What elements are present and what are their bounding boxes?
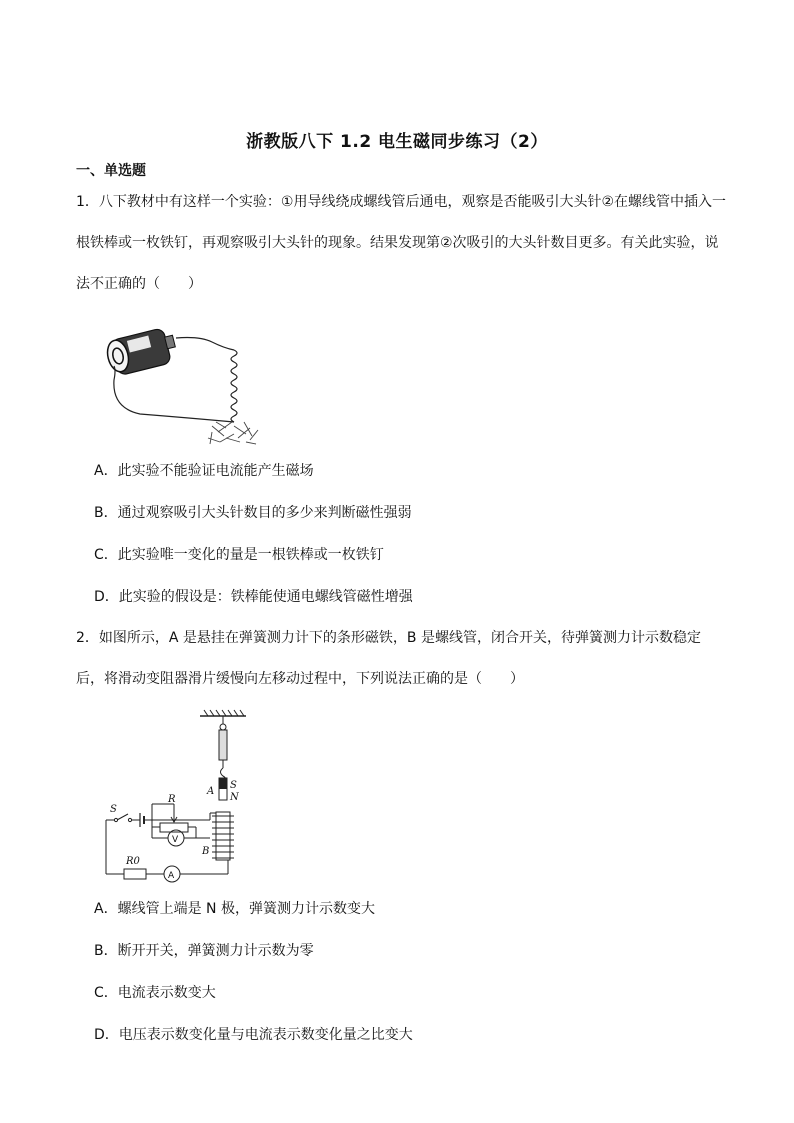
q1-option-c[interactable]: C．此实验唯一变化的量是一根铁棒或一枚铁钉: [94, 547, 384, 563]
label-south: S: [230, 780, 237, 791]
q2-option-b[interactable]: B．断开开关，弹簧测力计示数为零: [94, 943, 314, 959]
q2-option-a[interactable]: A．螺线管上端是 N 极，弹簧测力计示数变大: [94, 901, 375, 917]
ceiling: [200, 710, 246, 716]
label-north: N: [230, 792, 239, 803]
q2-option-c[interactable]: C．电流表示数变大: [94, 985, 216, 1001]
page-title: 浙教版八下 1.2 电生磁同步练习（2）: [246, 132, 548, 152]
spring-scale: [219, 716, 227, 782]
label-switch: S: [110, 804, 117, 815]
bar-magnet: [206, 778, 240, 803]
pins: [208, 422, 258, 444]
label-magnet: A: [207, 786, 215, 797]
q1-option-b[interactable]: B．通过观察吸引大头针数目的多少来判断磁性强弱: [94, 505, 412, 521]
section-heading: 一、单选题: [76, 163, 146, 179]
label-voltmeter: V: [172, 835, 179, 845]
coil: [231, 350, 237, 422]
q2-option-d[interactable]: D．电压表示数变化量与电流表示数变化量之比变大: [94, 1027, 413, 1043]
circuit-wires: [106, 804, 228, 882]
label-rheostat: R: [168, 794, 176, 805]
label-solenoid: B: [202, 846, 210, 857]
label-resistor: R0: [126, 856, 140, 867]
q1-option-a[interactable]: A．此实验不能验证电流能产生磁场: [94, 463, 314, 479]
figure-battery-coil: [100, 322, 260, 448]
question-1-text: 1．八下教材中有这样一个实验：①用导线绕成螺线管后通电，观察是否能吸引大头针②在螺线管中插入一根铁棒或一枚铁钉，再观察吸引大头针的现象。结果发现第②次吸引的大头针数目更多。有关此实验，说法不正确的（ ）: [76, 194, 727, 292]
figure-circuit: [98, 708, 248, 886]
solenoid: [212, 812, 234, 860]
q1-option-d[interactable]: D．此实验的假设是：铁棒能使通电螺线管磁性增强: [94, 589, 413, 605]
label-ammeter: A: [168, 871, 175, 881]
question-2-text: 2．如图所示，A 是悬挂在弹簧测力计下的条形磁铁，B 是螺线管，闭合开关，待弹簧测力计示数稳定后，将滑动变阻器滑片缓慢向左移动过程中，下列说法正确的是（ ）: [76, 630, 701, 687]
